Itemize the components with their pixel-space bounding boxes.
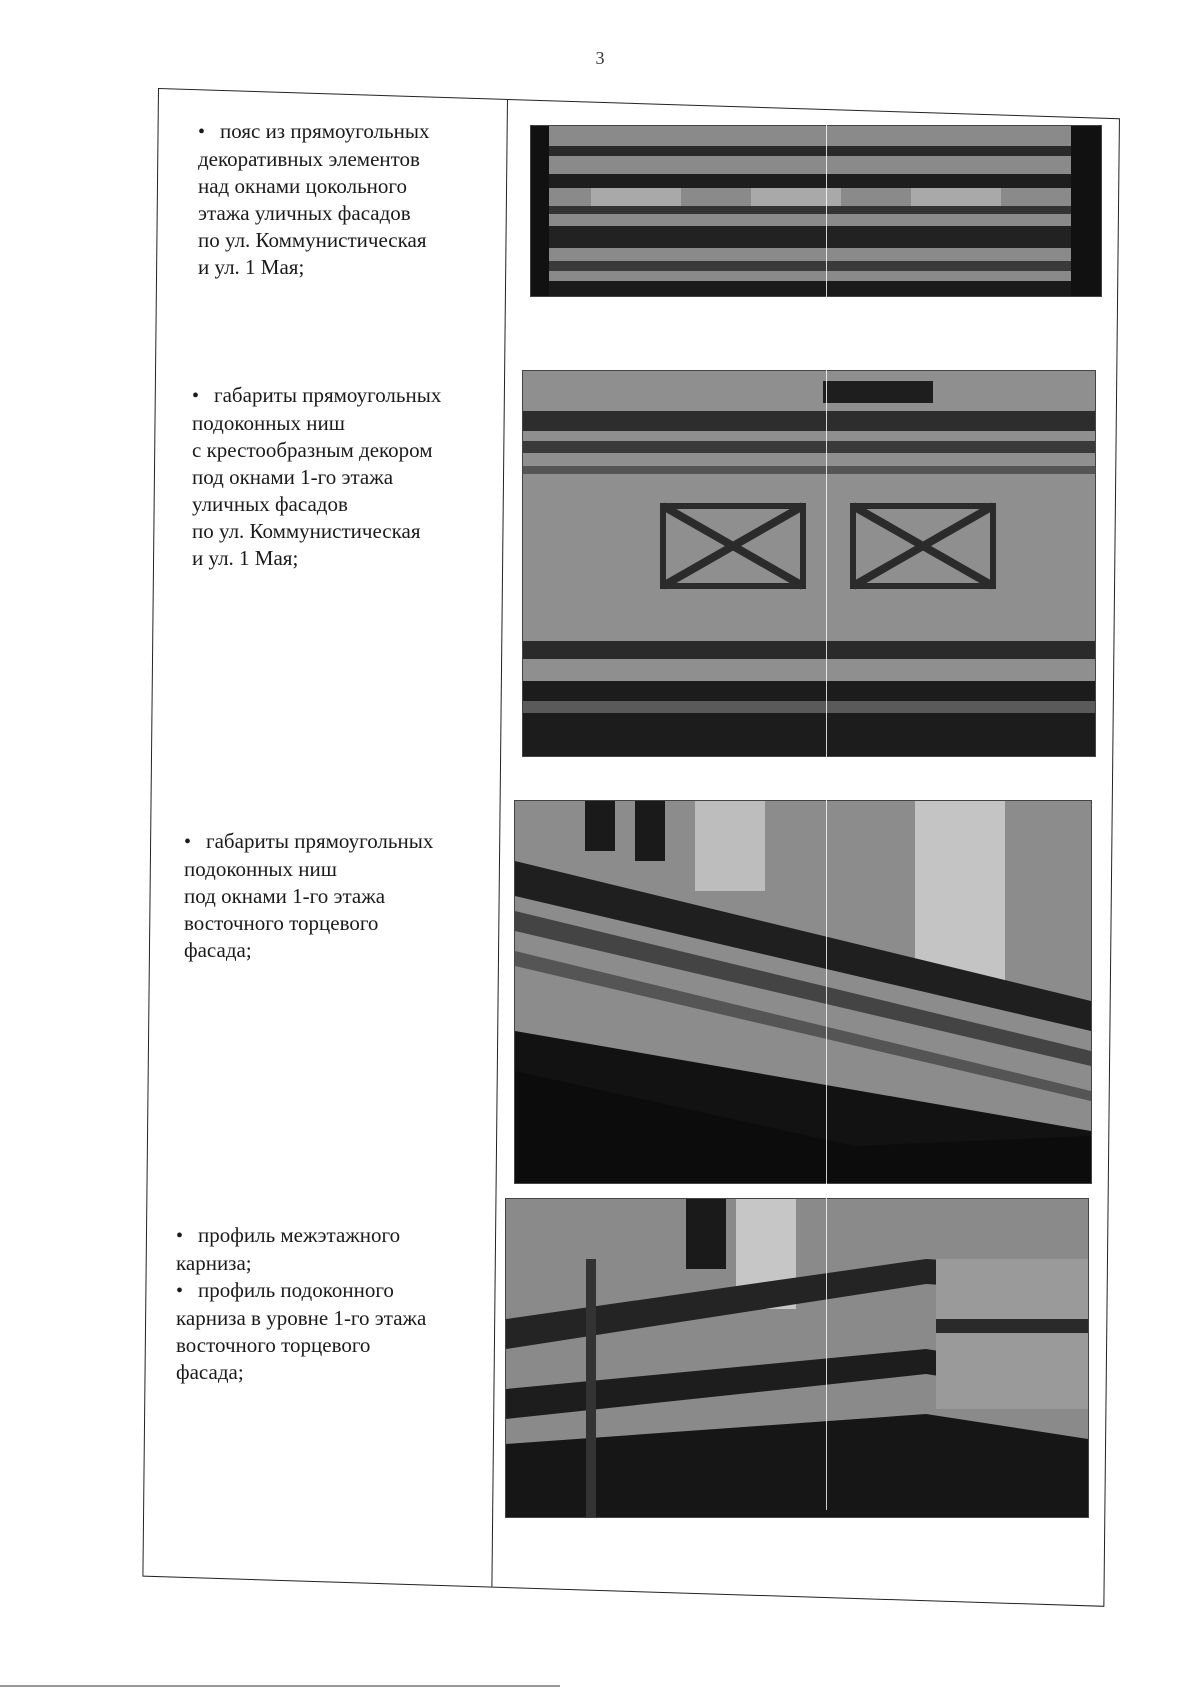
text-line: над окнами цокольного [198,174,408,198]
row-3-text [184,828,433,964]
row-4-text [176,1222,426,1386]
text-line: фасада; [176,1360,244,1384]
text-line: • профиль межэтажного [176,1222,426,1250]
text-line: восточного торцевого [184,911,379,935]
text-line: подоконных ниш [184,857,337,881]
text-line: восточного торцевого [176,1333,371,1357]
text-line: по ул. Коммунистическая [192,519,421,543]
text-line: карниза в уровне 1-го этажа [176,1306,427,1330]
text-line: подоконных ниш [192,411,345,435]
footer-rule [0,1685,560,1687]
text-line: • габариты прямоугольных [192,382,441,410]
text-line: с крестообразным декором [192,438,433,462]
page-number: 3 [595,48,605,68]
bullet-icon: • [176,1280,184,1302]
text-line: под окнами 1-го этажа [192,465,394,489]
bullet-icon: • [176,1225,184,1247]
text-line: и ул. 1 Мая; [192,546,299,570]
scan-artifact-line [826,110,827,1510]
east-facade-niche-photo [514,800,1092,1184]
row-2-text [192,382,441,572]
text-line: по ул. Коммунистическая [198,228,427,252]
text-line: • габариты прямоугольных [184,828,433,856]
text-line: фасада; [184,938,252,962]
facade-belt-photo [530,125,1102,297]
text-line: этажа уличных фасадов [198,201,411,225]
text-line: • пояс из прямоугольных [198,118,429,146]
text-line: • профиль подоконного [176,1277,426,1305]
text-line: и ул. 1 Мая; [198,255,305,279]
text-line: под окнами 1-го этажа [184,884,386,908]
text-line: уличных фасадов [192,492,348,516]
bullet-icon: • [198,121,206,143]
bullet-icon: • [184,831,192,853]
sill-niche-cross-decor-photo [522,370,1096,757]
bullet-icon: • [192,385,200,407]
cornice-profile-photo [505,1198,1089,1518]
row-1-text [198,118,429,281]
text-line: карниза; [176,1251,252,1275]
text-line: декоративных элементов [198,147,420,171]
